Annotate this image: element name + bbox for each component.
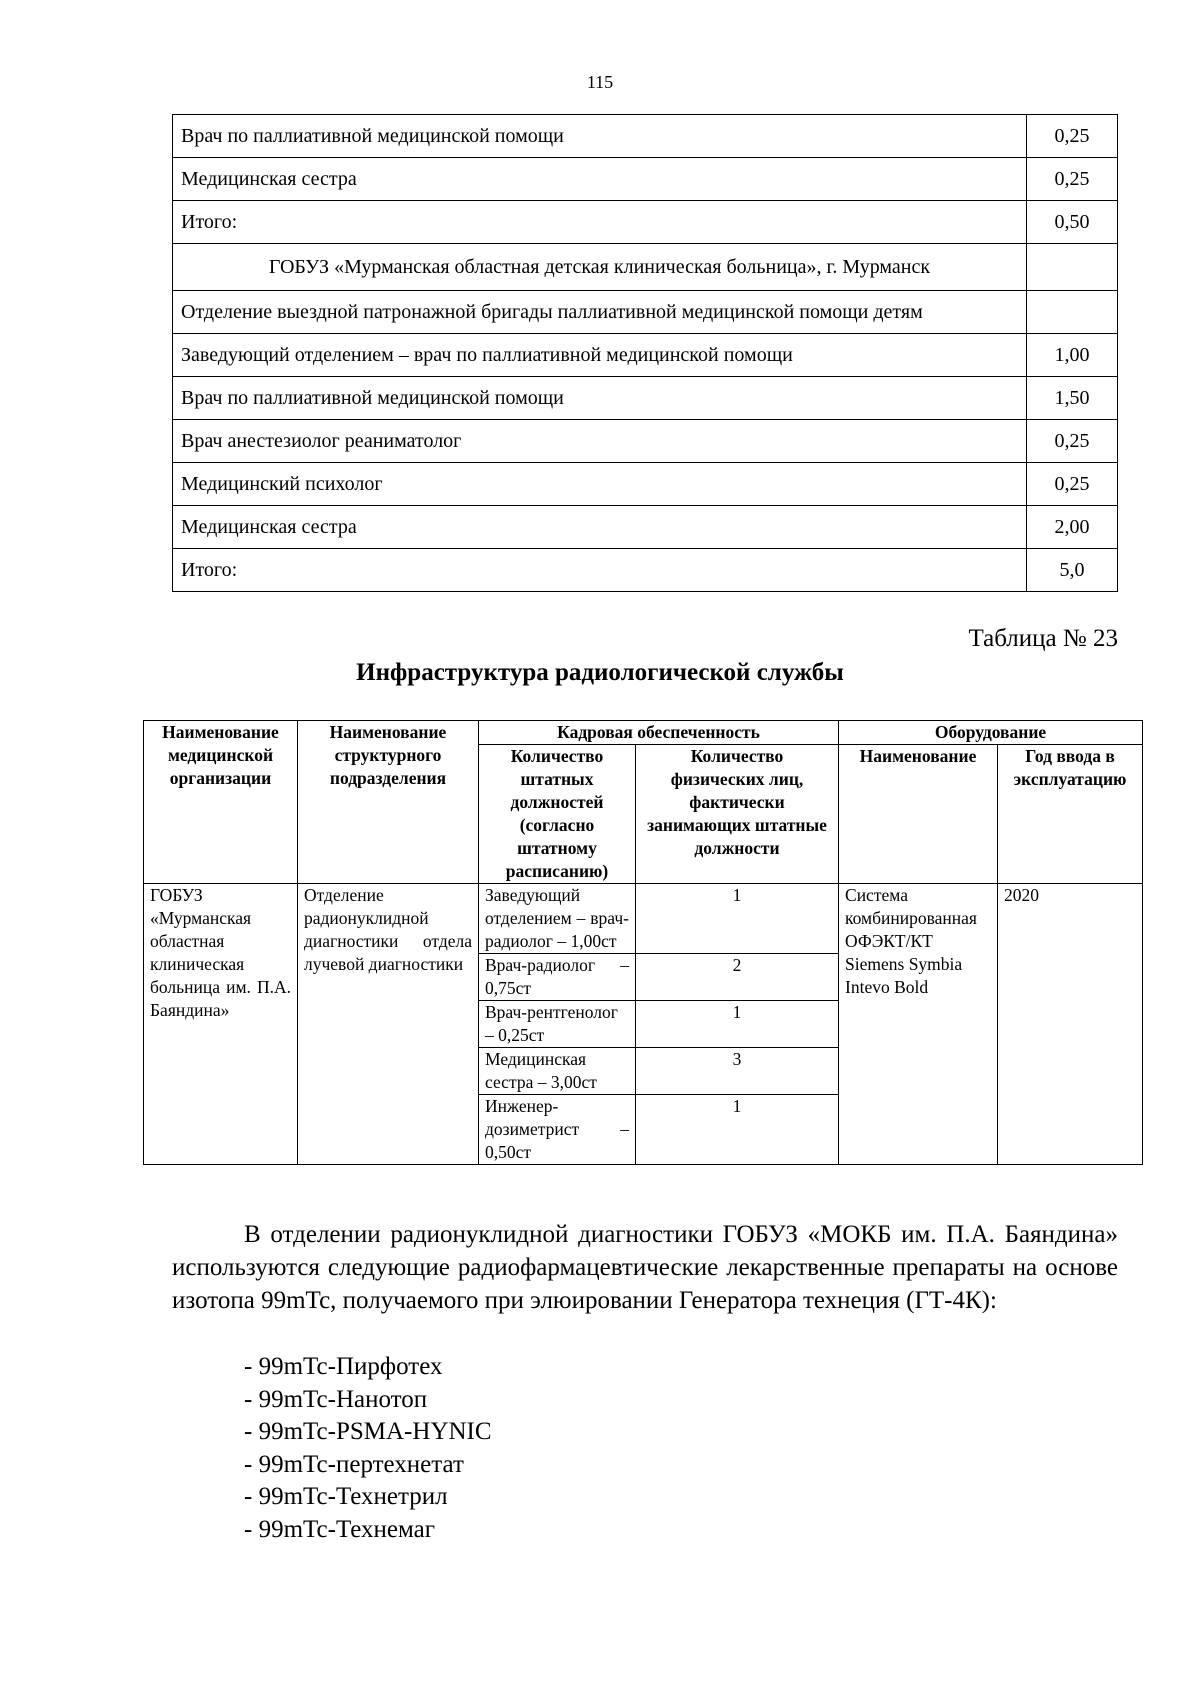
table-row bbox=[173, 463, 1118, 506]
list-item: - 99mTc-Технетрил bbox=[244, 1483, 448, 1510]
header-staff-positions: Количество штатных должностей (согласно штатному расписанию) bbox=[479, 745, 636, 884]
position-name: Медицинская сестра bbox=[173, 158, 1027, 201]
empty-cell bbox=[1027, 291, 1118, 334]
total-value: 0,50 bbox=[1027, 201, 1118, 244]
list-item: - 99mTc-Технемаг bbox=[244, 1515, 436, 1543]
table-row bbox=[173, 506, 1118, 549]
table-row bbox=[173, 291, 1118, 334]
position-cell: Врач-радиолог – 0,75ст bbox=[479, 954, 636, 1001]
persons-cell: 1 bbox=[636, 1001, 839, 1048]
table-row bbox=[173, 334, 1118, 377]
position-cell: Заведующий отделением – врач-радиолог – 1,00ст bbox=[479, 884, 636, 954]
persons-cell: 1 bbox=[636, 884, 839, 954]
page-number: 115 bbox=[586, 72, 614, 92]
table-row bbox=[173, 115, 1118, 158]
total-label: Итого: bbox=[173, 201, 1027, 244]
radiology-infrastructure-table bbox=[143, 720, 1143, 1165]
position-name: Врач по паллиативной медицинской помощи bbox=[173, 377, 1027, 420]
table-row bbox=[173, 201, 1118, 244]
position-name: Врач по паллиативной медицинской помощи bbox=[173, 115, 1027, 158]
persons-cell: 1 bbox=[636, 1095, 839, 1165]
table-title: Инфраструктура радиологической службы bbox=[356, 659, 844, 686]
drug-list bbox=[244, 1351, 492, 1546]
position-rate: 0,25 bbox=[1027, 158, 1118, 201]
header-row bbox=[144, 721, 1143, 745]
header-physical-persons: Количество физических лиц, фактически занимающих штатные должности bbox=[636, 745, 839, 884]
equipment-name-cell: Система комбинированная ОФЭКТ/КТ Siemens Symbia Intevo Bold bbox=[839, 884, 998, 1165]
table-row bbox=[173, 377, 1118, 420]
table-row bbox=[173, 158, 1118, 201]
header-staffing: Кадровая обеспеченность bbox=[479, 721, 839, 745]
list-item: - 99mTc-Пирфотех bbox=[244, 1353, 443, 1380]
position-name: Врач анестезиолог реаниматолог bbox=[173, 420, 1027, 463]
table-number: Таблица № 23 bbox=[968, 625, 1118, 652]
position-rate: 1,50 bbox=[1027, 377, 1118, 420]
table-row bbox=[173, 549, 1118, 592]
persons-cell: 3 bbox=[636, 1048, 839, 1095]
header-equipment-year: Год ввода в эксплуатацию bbox=[998, 745, 1143, 884]
list-item: - 99mTc-пертехнетат bbox=[244, 1450, 464, 1478]
header-org-name: Наименование медицинской организации bbox=[144, 721, 298, 884]
persons-cell: 2 bbox=[636, 954, 839, 1001]
equipment-year-cell: 2020 bbox=[998, 884, 1143, 1165]
organization-cell: ГОБУЗ «Мурманская областная клиническая больница им. П.А. Баяндина» bbox=[144, 884, 298, 1165]
position-rate: 0,25 bbox=[1027, 115, 1118, 158]
organization-name: ГОБУЗ «Мурманская областная детская клиническая больница», г. Мурманск bbox=[173, 244, 1027, 291]
position-rate: 1,00 bbox=[1027, 334, 1118, 377]
description-paragraph bbox=[172, 1218, 1118, 1317]
position-rate: 0,25 bbox=[1027, 420, 1118, 463]
position-cell: Инженер-дозиметрист – 0,50ст bbox=[479, 1095, 636, 1165]
header-unit-name: Наименование структурного подразделения bbox=[298, 721, 479, 884]
position-cell: Медицинская сестра – 3,00ст bbox=[479, 1048, 636, 1095]
position-name: Медицинский психолог bbox=[173, 463, 1027, 506]
position-rate: 2,00 bbox=[1027, 506, 1118, 549]
position-cell: Врач-рентгенолог – 0,25ст bbox=[479, 1001, 636, 1048]
position-rate: 0,25 bbox=[1027, 463, 1118, 506]
position-name: Заведующий отделением – врач по паллиативной медицинской помощи bbox=[173, 334, 1027, 377]
total-label: Итого: bbox=[173, 549, 1027, 592]
paragraph-text: В отделении радионуклидной диагностики ГОБУЗ «МОКБ им. П.А. Баяндина» используются следующие радиофармацевтические лекарственные препараты на основе изотопа 99mTc, получаемого при элюировании Генератора технеция (ГТ-4К): bbox=[172, 1221, 1118, 1314]
list-item: - 99mTc-PSMA-HYNIC bbox=[244, 1418, 492, 1445]
department-name: Отделение выездной патронажной бригады паллиативной медицинской помощи детям bbox=[173, 291, 1027, 334]
table-row bbox=[144, 884, 1143, 954]
table-row bbox=[173, 244, 1118, 291]
total-value: 5,0 bbox=[1027, 549, 1118, 592]
header-equipment: Оборудование bbox=[839, 721, 1143, 745]
table-row bbox=[173, 420, 1118, 463]
header-equipment-name: Наименование bbox=[839, 745, 998, 884]
position-name: Медицинская сестра bbox=[173, 506, 1027, 549]
staffing-table bbox=[172, 114, 1118, 592]
unit-cell: Отделение радионуклидной диагностики отдела лучевой диагностики bbox=[298, 884, 479, 1165]
empty-cell bbox=[1027, 244, 1118, 291]
list-item: - 99mTc-Нанотоп bbox=[244, 1385, 428, 1413]
